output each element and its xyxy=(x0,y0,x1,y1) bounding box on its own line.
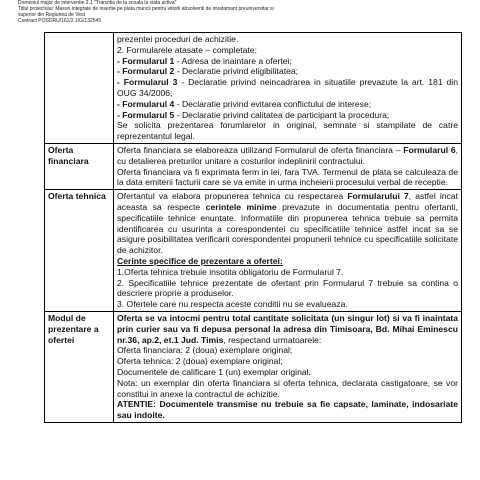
form-6-label: Formularul 6 xyxy=(403,144,456,155)
row-label: Oferta tehnica xyxy=(45,190,114,312)
forms-cell xyxy=(114,33,462,144)
procurement-table xyxy=(44,32,462,423)
form-7-label: Formularului 7 xyxy=(347,191,409,202)
delivery-instructions: Oferta se va intocmi pentru total cantitate solicitata (un singur lot) si va fi inaintata prin curier sau va fi depusa personal la adresa din Timisoara, Bd. Mihai Eminescu nr.36, ap.2, et.1 Jud. Timis xyxy=(117,312,458,345)
list-item: Oferta financiara: 2 (doua) exemplare original; xyxy=(117,345,293,356)
form-1-label: - Formularul 1 xyxy=(117,55,175,66)
financial-offer-cell xyxy=(114,143,462,189)
note: Nota: un exemplar din oferta financiara si oferta tehnica, declarata castigatoare, se vor constitui in anexe la contractul de achizitie. xyxy=(117,377,458,399)
text-span: , astfel incat aceasta sa respecte xyxy=(117,191,458,212)
paragraph: Oferta financiara va fi exprimata ferm in lei, fara TVA. Termenul de plata se calculeaza de la data emiterii facturii care se va emite in urma incheierii procesului verbal de receptie. xyxy=(117,166,458,188)
form-5-desc: - Declaratie privind calitatea de participant la procedura; xyxy=(174,109,390,120)
paragraph xyxy=(117,313,458,345)
header-line: Domeniul major de interventie 2.1 "Tranzitia de la scoala la viata activa" xyxy=(18,0,177,6)
header-line: superior din Regiunea de Vest xyxy=(18,12,85,18)
text-line: 2. Formularele atasate – completate: xyxy=(117,44,257,55)
table-row xyxy=(45,311,462,422)
list-item: 1.Oferta tehnica trebuie insotita obligatoriu de Formularul 7. xyxy=(117,266,344,277)
list-item: 3. Ofertele care nu respecta aceste conditii nu se evalueaza. xyxy=(117,299,348,310)
presentation-cell xyxy=(114,311,462,422)
warning: ATENTIE: Documentele transmise nu trebuie sa fie capsate, laminate, indosariate sau indoite. xyxy=(117,399,458,421)
text-span: , cu detalierea preturilor unitare a costurilor indeplinirii contractului. xyxy=(117,144,458,166)
paragraph xyxy=(117,145,458,167)
form-3-label: - Formularul 3 xyxy=(117,77,178,88)
row-label: Oferta financiara xyxy=(45,143,114,189)
form-item xyxy=(117,66,458,77)
list-item: Documentele de calificare 1 (un) exemplar original. xyxy=(117,366,311,377)
text-span: Ofertantul va elabora propunerea tehnica cu respectarea xyxy=(117,191,348,202)
text-span: Oferta financiara se elaboreaza utilizand Formularul de oferta financiara – xyxy=(117,144,404,155)
header-line: Titlul proiectului: Masuri integrate de insertie pe piata muncii pentru viitorii absolventi de invatamant preuniversitar si xyxy=(18,6,274,12)
form-4-desc: - Declaratie privind evitarea conflictului de interese; xyxy=(174,98,372,109)
form-2-label: - Formularul 2 xyxy=(117,66,175,77)
text-span: , respectand urmatoarele: xyxy=(223,334,322,345)
table-row xyxy=(45,33,462,144)
form-4-label: - Formularul 4 xyxy=(117,98,175,109)
text-span: prevazute in documentatia pentru ofertanti, specificatiile tehnice enuntate. Informatiile din propunerea tehnica trebuie sa permita identificarea cu usurinta a corespondentei cu specificatiile tehnice astfel incat sa se asigure posibilitatea verificarii corespondentei propunerii tehnice cu specificatiile solicitate de achizitor. xyxy=(117,201,458,256)
table-row xyxy=(45,143,462,189)
row-label-empty xyxy=(45,33,114,144)
form-item xyxy=(117,56,458,67)
list-item: Oferta tehnica: 2 (doua) exemplare original; xyxy=(117,356,283,367)
min-requirements: cerintele minime xyxy=(205,201,277,212)
text-line: Se solicita prezentarea forumlarelor in original, semnate si stampilate de catre reprezentantul legal. xyxy=(117,120,458,142)
row-label: Modul de prezentare a ofertei xyxy=(45,311,114,422)
form-item xyxy=(117,110,458,121)
list-item: 2. Specificatiile tehnice prezentate de ofertant prin Formularul 7 trebuie sa contina o descriere proprie a produselor. xyxy=(117,277,458,299)
header-line: Contract POSDRU/161/2.1/G/132545 xyxy=(18,18,102,24)
form-3-desc: - Declaratie privind neincadrarea in situatiile prevazute la art. 181 din OUG 34/2006; xyxy=(117,77,458,98)
form-5-label: - Formularul 5 xyxy=(117,109,175,120)
paragraph xyxy=(117,191,458,256)
form-item xyxy=(117,77,458,99)
table-row xyxy=(45,190,462,312)
form-2-desc: - Declaratie privind eligibilitatea; xyxy=(174,66,299,77)
text-line: prezentei proceduri de achizitie. xyxy=(117,34,239,44)
technical-offer-cell xyxy=(114,190,462,312)
form-item xyxy=(117,99,458,110)
form-1-desc: - Adresa de inaintare a ofertei; xyxy=(174,55,292,66)
section-heading: Cerinte specifice de prezentare a ofertei: xyxy=(117,255,283,266)
document-header xyxy=(18,0,274,24)
